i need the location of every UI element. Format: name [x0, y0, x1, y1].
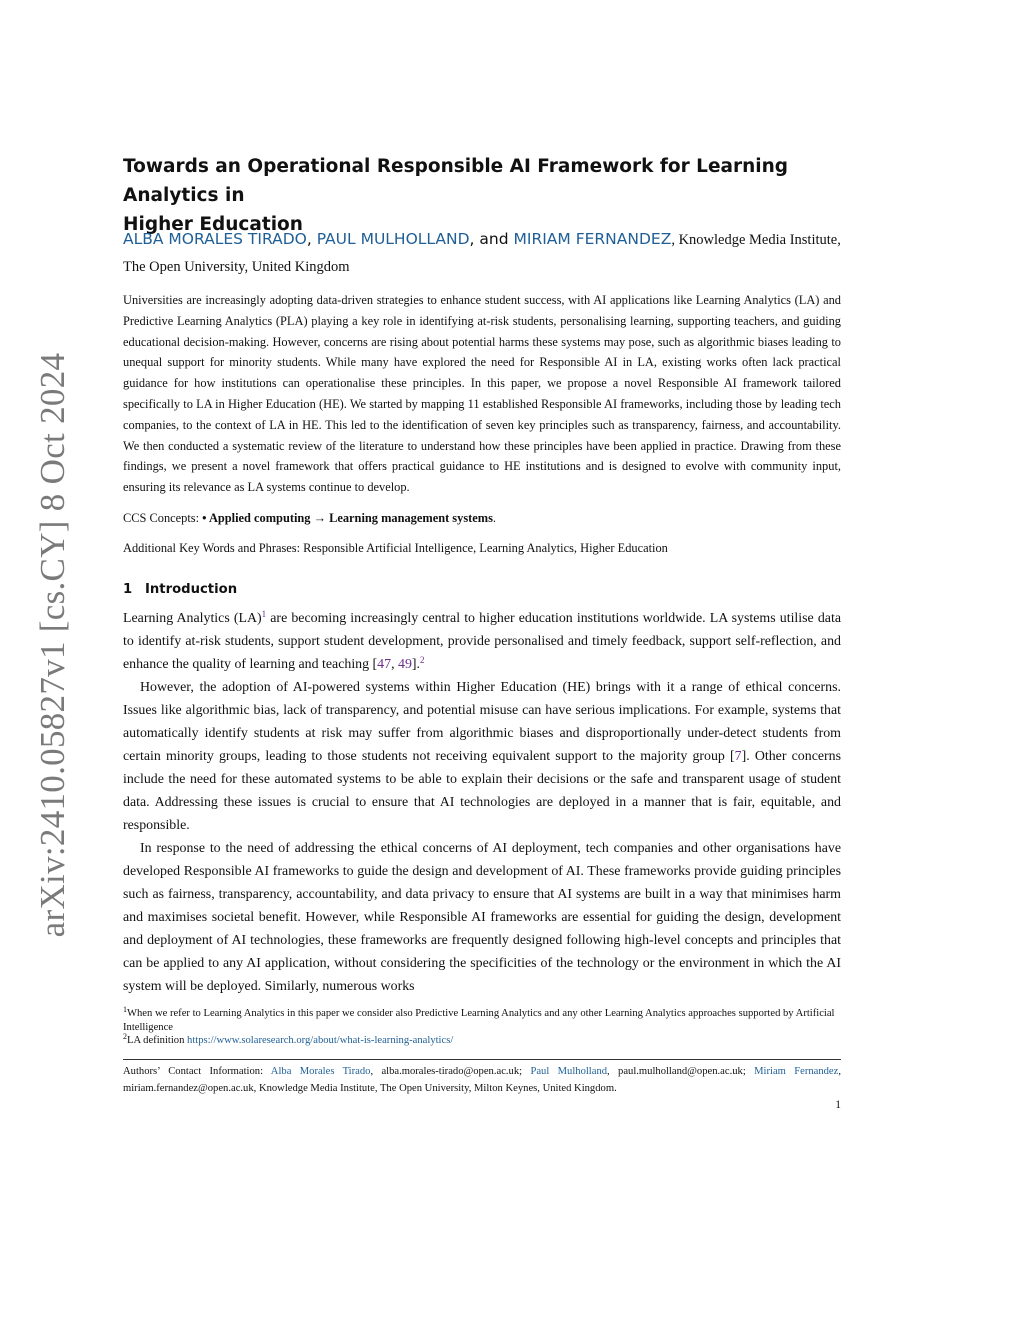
ccs-bullet: •: [202, 511, 209, 525]
footnote-2-text: LA definition: [127, 1035, 188, 1046]
contact-email-2: , paul.mulholland@open.ac.uk;: [607, 1066, 755, 1077]
ccs-subconcept: Learning management systems: [329, 511, 493, 525]
ccs-arrow: →: [310, 511, 330, 525]
contact-link-miriam-fernandez[interactable]: Miriam Fernandez: [754, 1066, 839, 1077]
footnote-2: [123, 1034, 841, 1048]
footnote-1: [123, 1007, 841, 1034]
paper-title-line-1: Towards an Operational Responsible AI Framework for Learning Analytics in: [123, 156, 789, 206]
section-heading-introduction: [123, 580, 237, 600]
citation-49[interactable]: 49: [398, 657, 412, 672]
ccs-concepts: [123, 509, 841, 527]
text-run: Learning Analytics (LA): [123, 611, 262, 626]
paragraph-1: [123, 607, 841, 676]
keywords: Additional Key Words and Phrases: Responsible Artificial Intelligence, Learning Analytics, Higher Education: [123, 541, 668, 555]
author-contact-info: [123, 1063, 841, 1097]
contact-label: Authors’ Contact Information:: [123, 1066, 271, 1077]
contact-link-paul-mulholland[interactable]: Paul Mulholland: [530, 1066, 608, 1077]
author-separator: ,: [306, 230, 317, 248]
body-text: [123, 607, 841, 998]
footnote-ref-2[interactable]: 2: [420, 655, 425, 665]
footnote-mark-1: 1: [123, 1005, 127, 1014]
page-number: 1: [835, 1099, 841, 1111]
paper-title-line-2: Higher Education: [123, 214, 303, 235]
ccs-label: CCS Concepts:: [123, 511, 203, 525]
paragraph-3: In response to the need of addressing the ethical concerns of AI deployment, tech companies and other organisations have developed Responsible AI frameworks to guide the design and development of AI. These frameworks provide guiding principles such as fairness, transparency, accountability, and data privacy to ensure that AI systems are built in a way that minimises harm and maximises societal benefit. However, while Responsible AI frameworks are essential for guiding the design, development and deployment of AI technologies, these frameworks are frequently designed following high-level concepts and principles that can be applied to any AI application, without considering the specificities of the technology or the environment in which the AI system will be deployed. Similarly, numerous works: [123, 841, 841, 994]
citation-7[interactable]: 7: [734, 749, 742, 764]
text-run: ]. Other concerns include the need for these automated systems to be able to explain their decisions or the safe and transparent usage of student data. Addressing these issues is crucial to ensure that AI technologies are deployed in a manner that is fair, equitable, and responsible.: [123, 749, 841, 833]
footnote-2-link[interactable]: https://www.solaresearch.org/about/what-is-learning-analytics/: [187, 1035, 454, 1046]
section-number: 1: [123, 582, 133, 597]
author-block: [123, 226, 843, 281]
ccs-concept: Applied computing: [208, 511, 311, 525]
contact-link-alba-morales-tirado[interactable]: Alba Morales Tirado: [270, 1066, 371, 1077]
text-run: ].: [411, 657, 421, 672]
footnote-mark-2: 2: [123, 1032, 127, 1041]
text-run: ,: [391, 657, 399, 672]
citation-47[interactable]: 47: [377, 657, 392, 672]
author-separator: , and: [469, 230, 514, 248]
text-run: However, the adoption of AI-powered systems within Higher Education (HE) brings with it a range of ethical concerns. Issues like algorithmic bias, lack of transparency, and potential misuse can have serious implications. For example, systems that automatically identify students at risk may suffer from algorithmic biases and disproportionally under-detect students from certain minority groups, leading to those students not receiving equivalent support to the majority group [: [123, 680, 841, 764]
author-link-alba-morales-tirado[interactable]: ALBA MORALES TIRADO: [123, 230, 307, 248]
author-link-paul-mulholland[interactable]: PAUL MULHOLLAND: [316, 230, 470, 248]
author-affiliation: , Knowledge Media Institute, The Open University, United Kingdom: [123, 232, 841, 275]
ccs-end: .: [492, 511, 497, 525]
paragraph-2: [123, 676, 841, 837]
footnote-1-text: When we refer to Learning Analytics in this paper we consider also Predictive Learning Analytics and any other Learning Analytics approaches supported by Artificial Intelligence: [123, 1008, 835, 1033]
abstract: Universities are increasingly adopting data-driven strategies to enhance student success, with AI applications like Learning Analytics (LA) and Predictive Learning Analytics (PLA) playing a key role in identifying at-risk students, personalising learning, supporting teachers, and guiding educational decision-making. However, concerns are rising about potential harms these systems may pose, such as algorithmic biases leading to unequal support for minority students. While many have explored the need for Responsible AI in LA, existing works often lack practical guidance for how institutions can operationalise these principles. In this paper, we propose a novel Responsible AI framework tailored specifically to LA in Higher Education (HE). We started by mapping 11 established Responsible AI frameworks, including those by leading tech companies, to the context of LA in HE. This led to the identification of seven key principles such as transparency, fairness, and accountability. We then conducted a systematic review of the literature to understand how these principles have been applied in practice. Drawing from these findings, we present a novel framework that offers practical guidance to HE institutions and is designed to evolve with community input, ensuring its relevance as LA systems continue to develop.: [123, 293, 841, 495]
contact-email-1: , alba.morales-tirado@open.ac.uk;: [370, 1066, 531, 1077]
arxiv-id: arXiv:2410.05827v1 [cs.CY] 8 Oct 2024: [33, 352, 72, 938]
contact-email-3: , miriam.fernandez@open.ac.uk, Knowledge Media Institute, The Open University, Milton Keynes, United Kingdom.: [123, 1066, 841, 1094]
footnote-ref-1[interactable]: 1: [261, 609, 267, 619]
arxiv-watermark: [28, 352, 78, 938]
footnotes: [123, 1007, 841, 1048]
footnote-divider: [123, 1059, 841, 1060]
author-link-miriam-fernandez[interactable]: MIRIAM FERNANDEZ: [513, 230, 672, 248]
text-run: are becoming increasingly central to higher education institutions worldwide. LA systems utilise data to identify at-risk students, support student development, provide personalised and timely feedback, support self-reflection, and enhance the quality of learning and teaching [: [123, 611, 841, 672]
section-title: Introduction: [145, 582, 238, 597]
